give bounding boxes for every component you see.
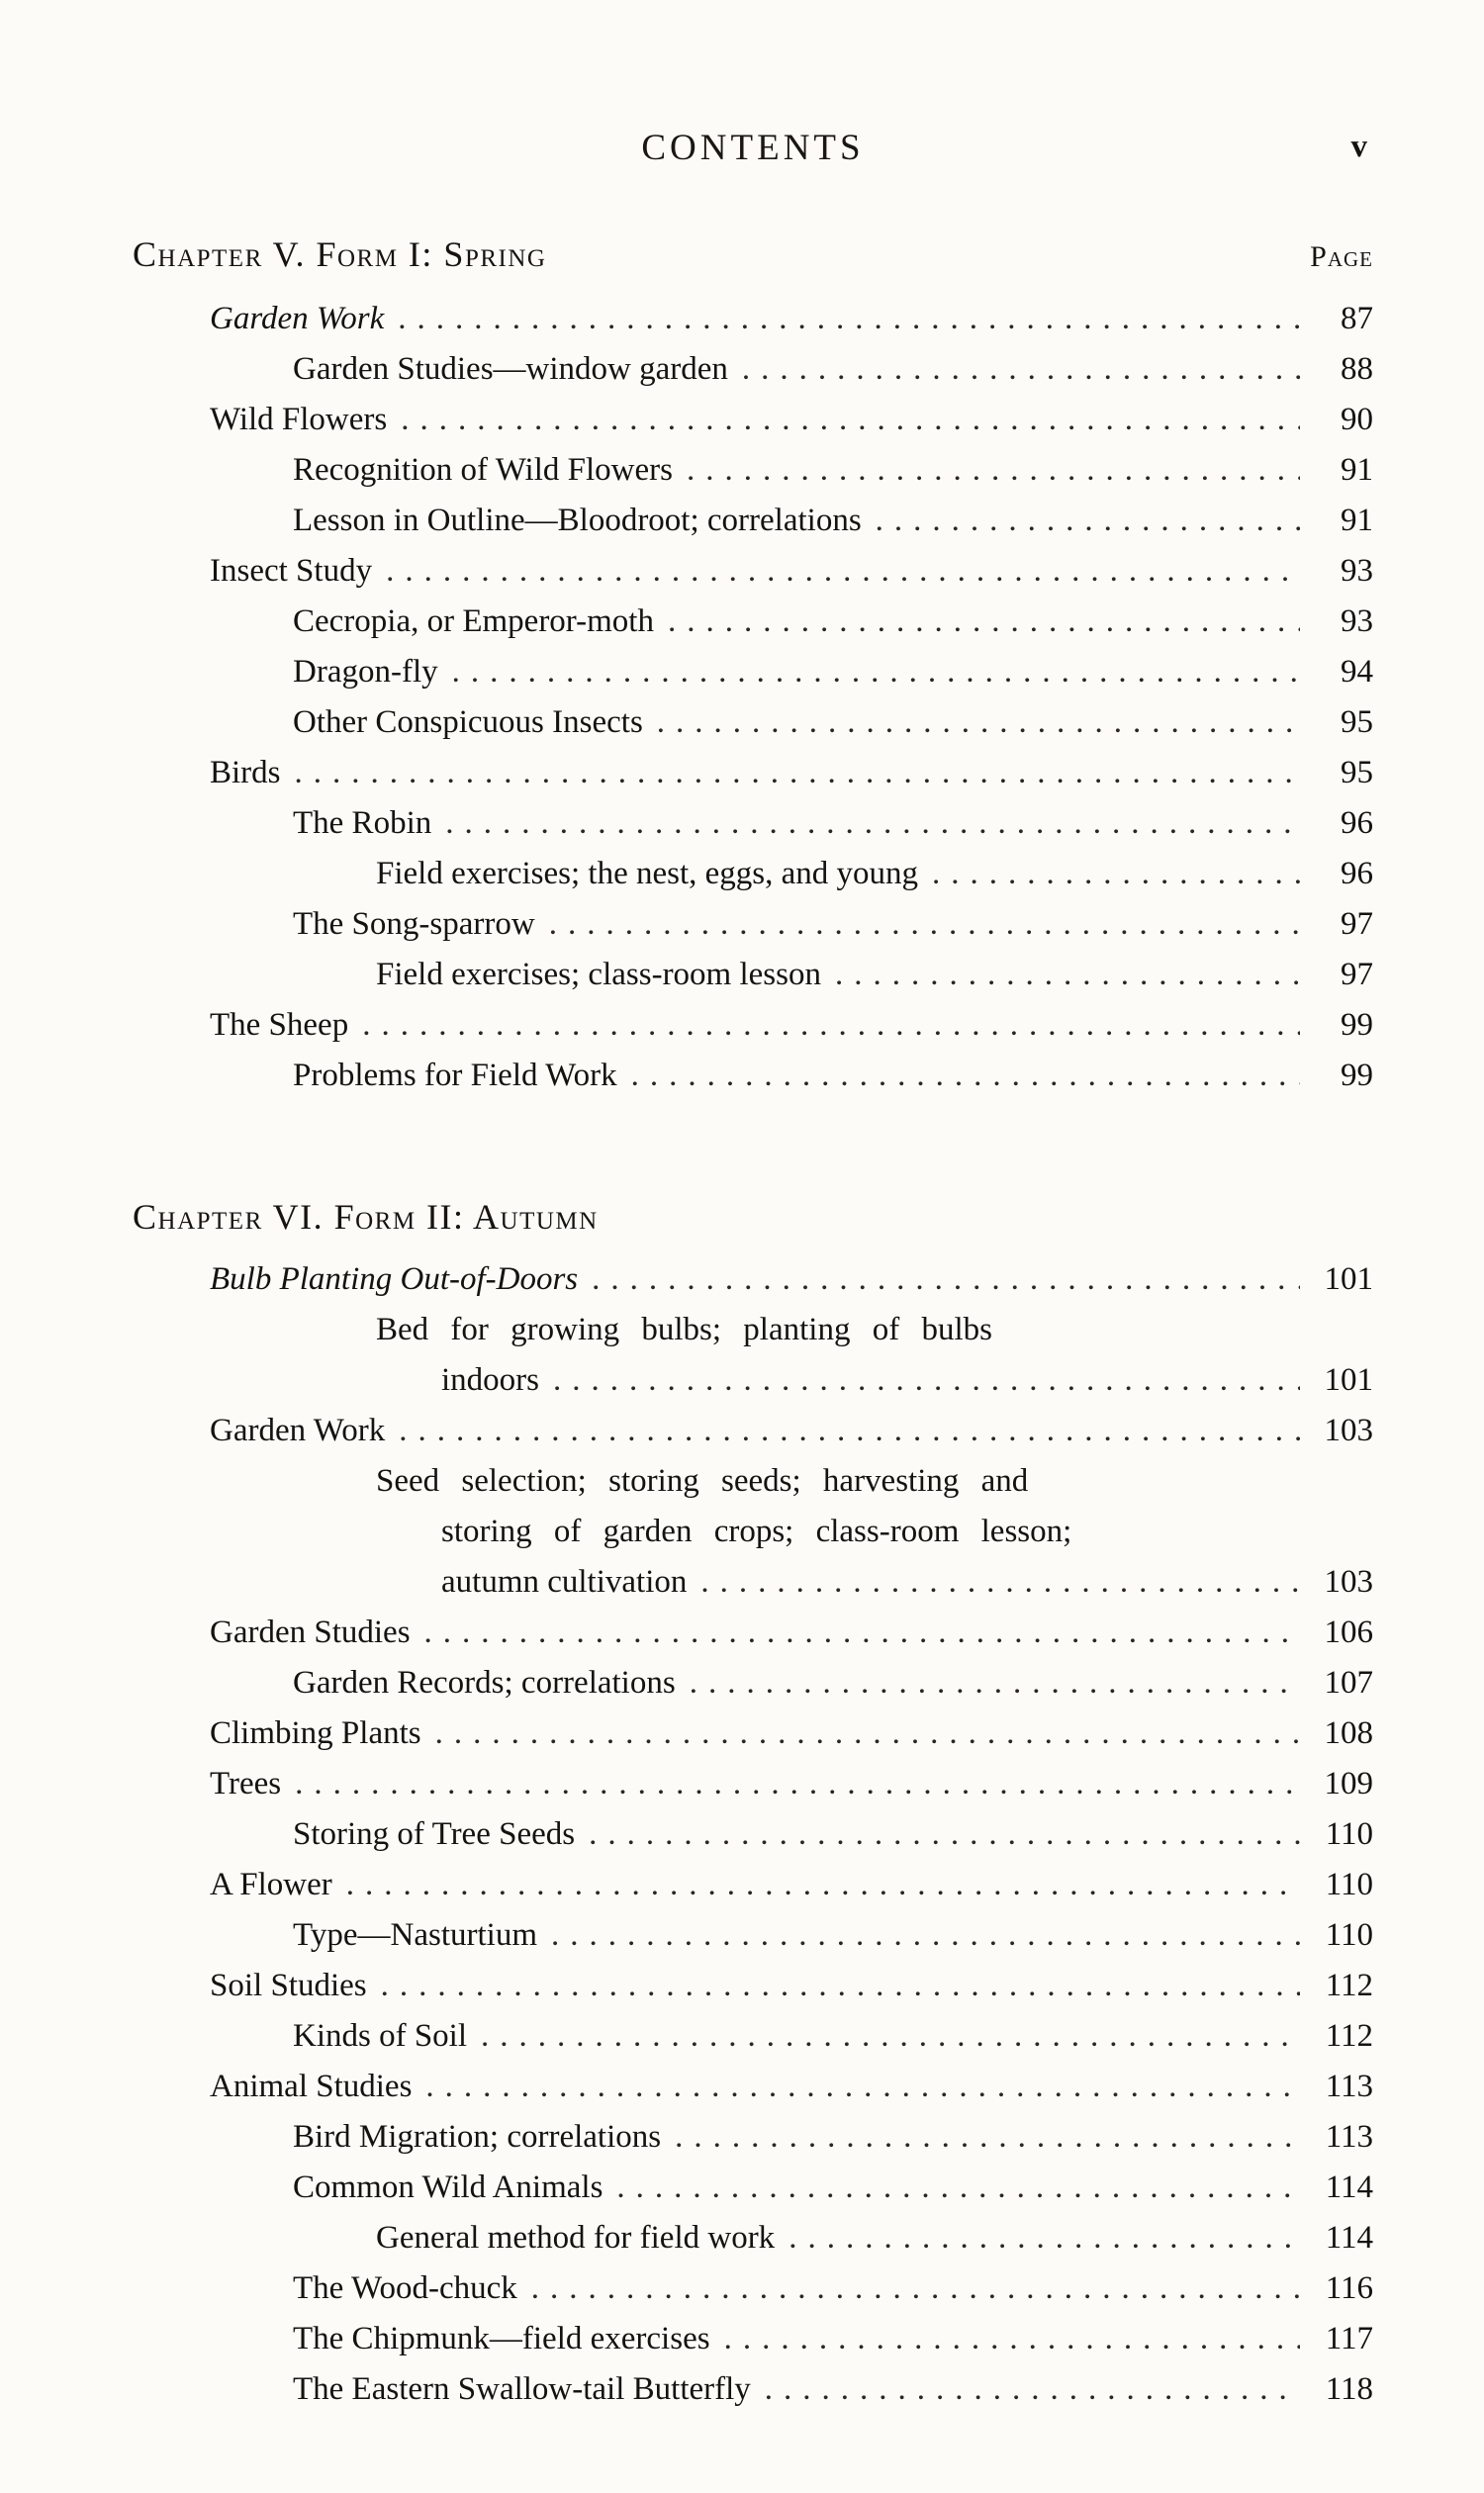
entry-title: A Flower [210, 1867, 332, 1902]
entry-page-number: 101 [1324, 1362, 1373, 1398]
toc-entry [376, 1456, 1373, 1507]
dot-leader [531, 2263, 1300, 2314]
dot-leader [657, 697, 1300, 748]
toc-entry [376, 849, 1373, 899]
entry-page-number: 91 [1341, 452, 1373, 488]
dot-leader [424, 1608, 1300, 1658]
entry-title: Garden Work [210, 1413, 386, 1448]
toc-entry [293, 697, 1373, 748]
toc-entry [293, 2011, 1373, 2062]
dot-leader [631, 1051, 1300, 1101]
toc-entry [293, 647, 1373, 697]
chapter-heading: Chapter V. Form I: Spring [133, 234, 547, 274]
entry-title: The Eastern Swallow-tail Butterfly [293, 2371, 751, 2407]
dot-leader [835, 950, 1300, 1000]
entry-title: Cecropia, or Emperor-moth [293, 603, 654, 639]
entry-page-number: 108 [1324, 1715, 1373, 1751]
entry-page-number: 107 [1324, 1665, 1373, 1701]
entry-page-number: 99 [1341, 1058, 1373, 1093]
toc-entry [210, 1000, 1373, 1051]
dot-leader [592, 1254, 1300, 1305]
toc-entry [293, 445, 1373, 496]
toc-entry [210, 1759, 1373, 1809]
toc-entry [293, 899, 1373, 950]
entry-page-number: 113 [1325, 2119, 1373, 2155]
dot-leader [553, 1355, 1300, 1406]
entry-page-number: 96 [1341, 805, 1373, 841]
dot-leader [346, 1860, 1300, 1910]
entry-page-number: 93 [1341, 603, 1373, 639]
toc-entry [210, 2062, 1373, 2112]
entry-title: Recognition of Wild Flowers [293, 452, 673, 488]
dot-leader [551, 1910, 1300, 1961]
entry-title: Garden Work [210, 301, 385, 336]
toc-entry [293, 2163, 1373, 2213]
entry-title: Other Conspicuous Insects [293, 704, 643, 740]
entry-page-number: 116 [1325, 2270, 1373, 2306]
entry-page-number: 93 [1341, 553, 1373, 589]
entry-title: Bed for growing bulbs; planting of bulbs [376, 1312, 992, 1347]
entry-title: Trees [210, 1766, 282, 1801]
entry-page-number: 110 [1325, 1867, 1373, 1902]
toc-entry [210, 546, 1373, 597]
entry-title: Climbing Plants [210, 1715, 421, 1751]
dot-leader [381, 1961, 1300, 2011]
entry-title: The Song-sparrow [293, 906, 535, 942]
entry-title: Type—Nasturtium [293, 1917, 537, 1953]
entry-page-number: 99 [1341, 1007, 1373, 1043]
dot-leader [295, 1759, 1300, 1809]
dot-leader [386, 546, 1300, 597]
chapter-heading: Chapter VI. Form II: Autumn [133, 1197, 599, 1237]
toc-entry [210, 294, 1373, 344]
entry-title: General method for field work [376, 2220, 776, 2256]
dot-leader [589, 1809, 1300, 1860]
entry-title: Garden Studies [210, 1615, 411, 1650]
entry-title: Bulb Planting Out-of-Doors [210, 1261, 579, 1297]
dot-leader [398, 294, 1300, 344]
dot-leader [362, 1000, 1300, 1051]
entry-page-number: 103 [1324, 1413, 1373, 1448]
dot-leader [687, 445, 1300, 496]
toc-entry [293, 2314, 1373, 2364]
toc-entry [293, 597, 1373, 647]
entry-title: Soil Studies [210, 1968, 367, 2003]
entry-title: Garden Records; correlations [293, 1665, 676, 1701]
entry-title: Field exercises; the nest, eggs, and young [376, 856, 919, 891]
dot-leader [401, 395, 1300, 445]
page-header [133, 127, 1373, 172]
dot-leader [788, 2213, 1300, 2263]
toc-entry [376, 1305, 1373, 1355]
toc-entry [293, 1051, 1373, 1101]
entry-page-number: 118 [1325, 2371, 1373, 2407]
toc-entry [441, 1355, 1373, 1406]
dot-leader [445, 798, 1300, 849]
entry-page-number: 88 [1341, 351, 1373, 387]
entry-title: Lesson in Outline—Bloodroot; correlations [293, 503, 862, 538]
entry-title: Problems for Field Work [293, 1058, 617, 1093]
toc-entry [293, 2364, 1373, 2415]
chapter-section-1 [133, 230, 1373, 1101]
entry-page-number: 96 [1341, 856, 1373, 891]
entry-title: Insect Study [210, 553, 373, 589]
dot-leader [616, 2163, 1300, 2213]
entry-title: Seed selection; storing seeds; harvesting and [376, 1463, 1029, 1499]
dot-leader [452, 647, 1300, 697]
toc-entry [210, 748, 1373, 798]
entry-page-number: 106 [1324, 1615, 1373, 1650]
dot-leader [742, 344, 1300, 395]
entry-page-number: 95 [1341, 755, 1373, 790]
entry-page-number: 117 [1325, 2321, 1373, 2356]
entry-page-number: 112 [1325, 2018, 1373, 2054]
entry-title: Field exercises; class-room lesson [376, 957, 821, 992]
toc-entry [210, 1406, 1373, 1456]
entry-title: Wild Flowers [210, 402, 388, 437]
entry-page-number: 97 [1341, 906, 1373, 942]
entry-title: Bird Migration; correlations [293, 2119, 662, 2155]
toc-entry [293, 2112, 1373, 2163]
dot-leader [425, 2062, 1300, 2112]
entry-page-number: 97 [1341, 957, 1373, 992]
dot-leader [675, 2112, 1300, 2163]
toc-entry [376, 950, 1373, 1000]
entry-page-number: 101 [1324, 1261, 1373, 1297]
entry-title: The Sheep [210, 1007, 349, 1043]
entry-title: autumn cultivation [441, 1564, 688, 1600]
entry-title: indoors [441, 1362, 539, 1398]
dot-leader [876, 496, 1300, 546]
chapter-heading-row [133, 1192, 1373, 1243]
page-column-label: Page [1310, 240, 1373, 273]
dot-leader [295, 748, 1300, 798]
toc-entry [293, 1910, 1373, 1961]
toc-entry [293, 2263, 1373, 2314]
entry-title: Birds [210, 755, 281, 790]
toc-entry [210, 1708, 1373, 1759]
toc-entry [293, 1809, 1373, 1860]
toc-entry [441, 1507, 1373, 1557]
chapter-section-2 [133, 1192, 1373, 2415]
entry-title: The Robin [293, 805, 432, 841]
page-title: CONTENTS [641, 128, 865, 168]
entry-title: storing of garden crops; class-room lesson; [441, 1514, 1072, 1549]
toc-entry [210, 1860, 1373, 1910]
toc-entry [293, 496, 1373, 546]
entry-page-number: 95 [1341, 704, 1373, 740]
page-number: v [1350, 129, 1367, 164]
entry-page-number: 113 [1325, 2069, 1373, 2104]
entry-title: The Wood-chuck [293, 2270, 517, 2306]
toc-entry [210, 1254, 1373, 1305]
dot-leader [399, 1406, 1300, 1456]
toc-entry [210, 1961, 1373, 2011]
entry-page-number: 110 [1325, 1917, 1373, 1953]
entry-title: Garden Studies—window garden [293, 351, 728, 387]
toc-entry [293, 798, 1373, 849]
entry-title: Storing of Tree Seeds [293, 1816, 576, 1852]
entry-page-number: 110 [1325, 1816, 1373, 1852]
dot-leader [435, 1708, 1300, 1759]
toc-entry [210, 1608, 1373, 1658]
entry-page-number: 91 [1341, 503, 1373, 538]
entry-title: Kinds of Soil [293, 2018, 468, 2054]
entry-title: The Chipmunk—field exercises [293, 2321, 710, 2356]
table-of-contents [133, 230, 1373, 2415]
dot-leader [724, 2314, 1300, 2364]
dot-leader [932, 849, 1300, 899]
entry-title: Dragon-fly [293, 654, 438, 690]
entry-page-number: 114 [1325, 2170, 1373, 2205]
entry-page-number: 103 [1324, 1564, 1373, 1600]
entry-page-number: 87 [1341, 301, 1373, 336]
entry-page-number: 112 [1325, 1968, 1373, 2003]
entry-page-number: 90 [1341, 402, 1373, 437]
toc-entry [376, 2213, 1373, 2263]
dot-leader [549, 899, 1300, 950]
entry-title: Common Wild Animals [293, 2170, 603, 2205]
entry-title: Animal Studies [210, 2069, 413, 2104]
toc-entry [293, 1658, 1373, 1708]
toc-entry [210, 395, 1373, 445]
entry-page-number: 94 [1341, 654, 1373, 690]
entry-page-number: 109 [1324, 1766, 1373, 1801]
dot-leader [700, 1557, 1300, 1608]
dot-leader [668, 597, 1300, 647]
toc-entry [441, 1557, 1373, 1608]
toc-entry [293, 344, 1373, 395]
chapter-heading-row [133, 230, 1373, 282]
dot-leader [690, 1658, 1300, 1708]
entry-page-number: 114 [1325, 2220, 1373, 2256]
dot-leader [481, 2011, 1300, 2062]
dot-leader [765, 2364, 1300, 2415]
